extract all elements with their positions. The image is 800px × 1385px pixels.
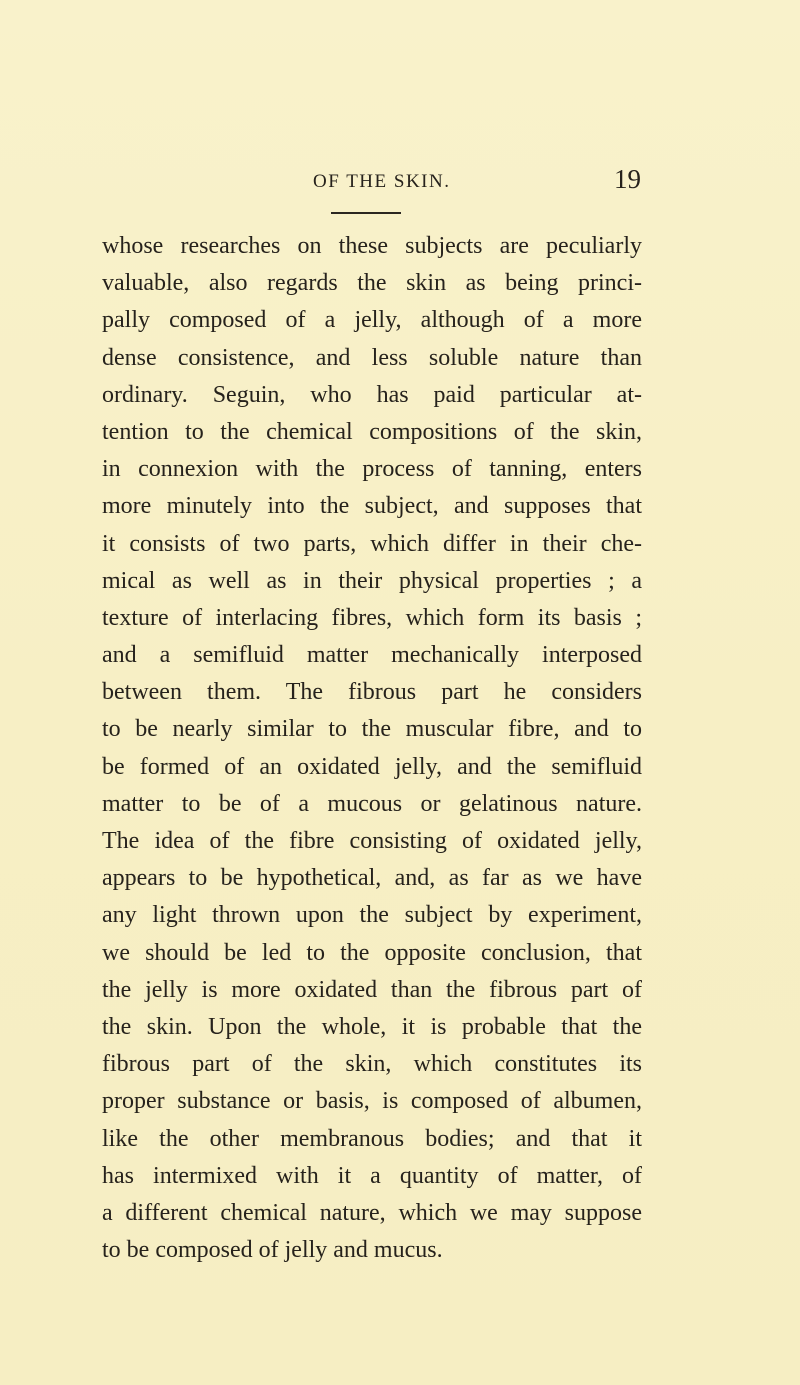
text-line: has intermixed with it a quantity of matter, of xyxy=(102,1162,642,1189)
text-line: fibrous part of the skin, which constitutes its xyxy=(102,1051,642,1078)
text-line: tention to the chemical compositions of the skin, xyxy=(102,418,642,445)
running-title: OF THE SKIN. xyxy=(313,171,451,192)
text-line: we should be led to the opposite conclusion, that xyxy=(102,939,642,966)
text-line: the skin. Upon the whole, it is probable that the xyxy=(102,1013,642,1040)
text-line: the jelly is more oxidated than the fibrous part of xyxy=(102,976,642,1003)
text-line: proper substance or basis, is composed of albumen, xyxy=(102,1088,642,1115)
text-line: between them. The fibrous part he considers xyxy=(102,679,642,706)
text-line: matter to be of a mucous or gelatinous nature. xyxy=(102,790,642,817)
text-line: mical as well as in their physical properties ; a xyxy=(102,567,642,594)
body-paragraph xyxy=(102,228,642,1269)
text-line: The idea of the fibre consisting of oxidated jelly, xyxy=(102,828,642,854)
text-line: appears to be hypothetical, and, as far as we have xyxy=(102,865,642,892)
text-line: a different chemical nature, which we may suppose xyxy=(102,1199,642,1226)
text-line: pally composed of a jelly, although of a more xyxy=(102,307,642,334)
text-line: to be composed of jelly and mucus. xyxy=(102,1237,443,1264)
text-line: more minutely into the subject, and supposes that xyxy=(102,493,642,520)
text-line: dense consistence, and less soluble nature than xyxy=(102,344,642,371)
text-line: any light thrown upon the subject by experiment, xyxy=(102,902,642,929)
text-line: whose researches on these subjects are peculiarly xyxy=(102,233,642,259)
text-line: be formed of an oxidated jelly, and the semifluid xyxy=(102,753,642,780)
header-rule xyxy=(331,212,401,214)
text-line: it consists of two parts, which differ in their che- xyxy=(102,530,642,557)
text-line: ordinary. Seguin, who has paid particular at- xyxy=(102,381,642,408)
text-line: and a semifluid matter mechanically interposed xyxy=(102,642,642,669)
text-line: like the other membranous bodies; and that it xyxy=(102,1125,642,1152)
page-number: 19 xyxy=(614,164,641,194)
text-line: in connexion with the process of tanning, enters xyxy=(102,456,642,483)
text-line: valuable, also regards the skin as being princi- xyxy=(102,270,642,297)
running-head xyxy=(0,164,800,198)
text-line: to be nearly similar to the muscular fibre, and to xyxy=(102,716,642,743)
text-line: texture of interlacing fibres, which form its basis ; xyxy=(102,604,642,631)
